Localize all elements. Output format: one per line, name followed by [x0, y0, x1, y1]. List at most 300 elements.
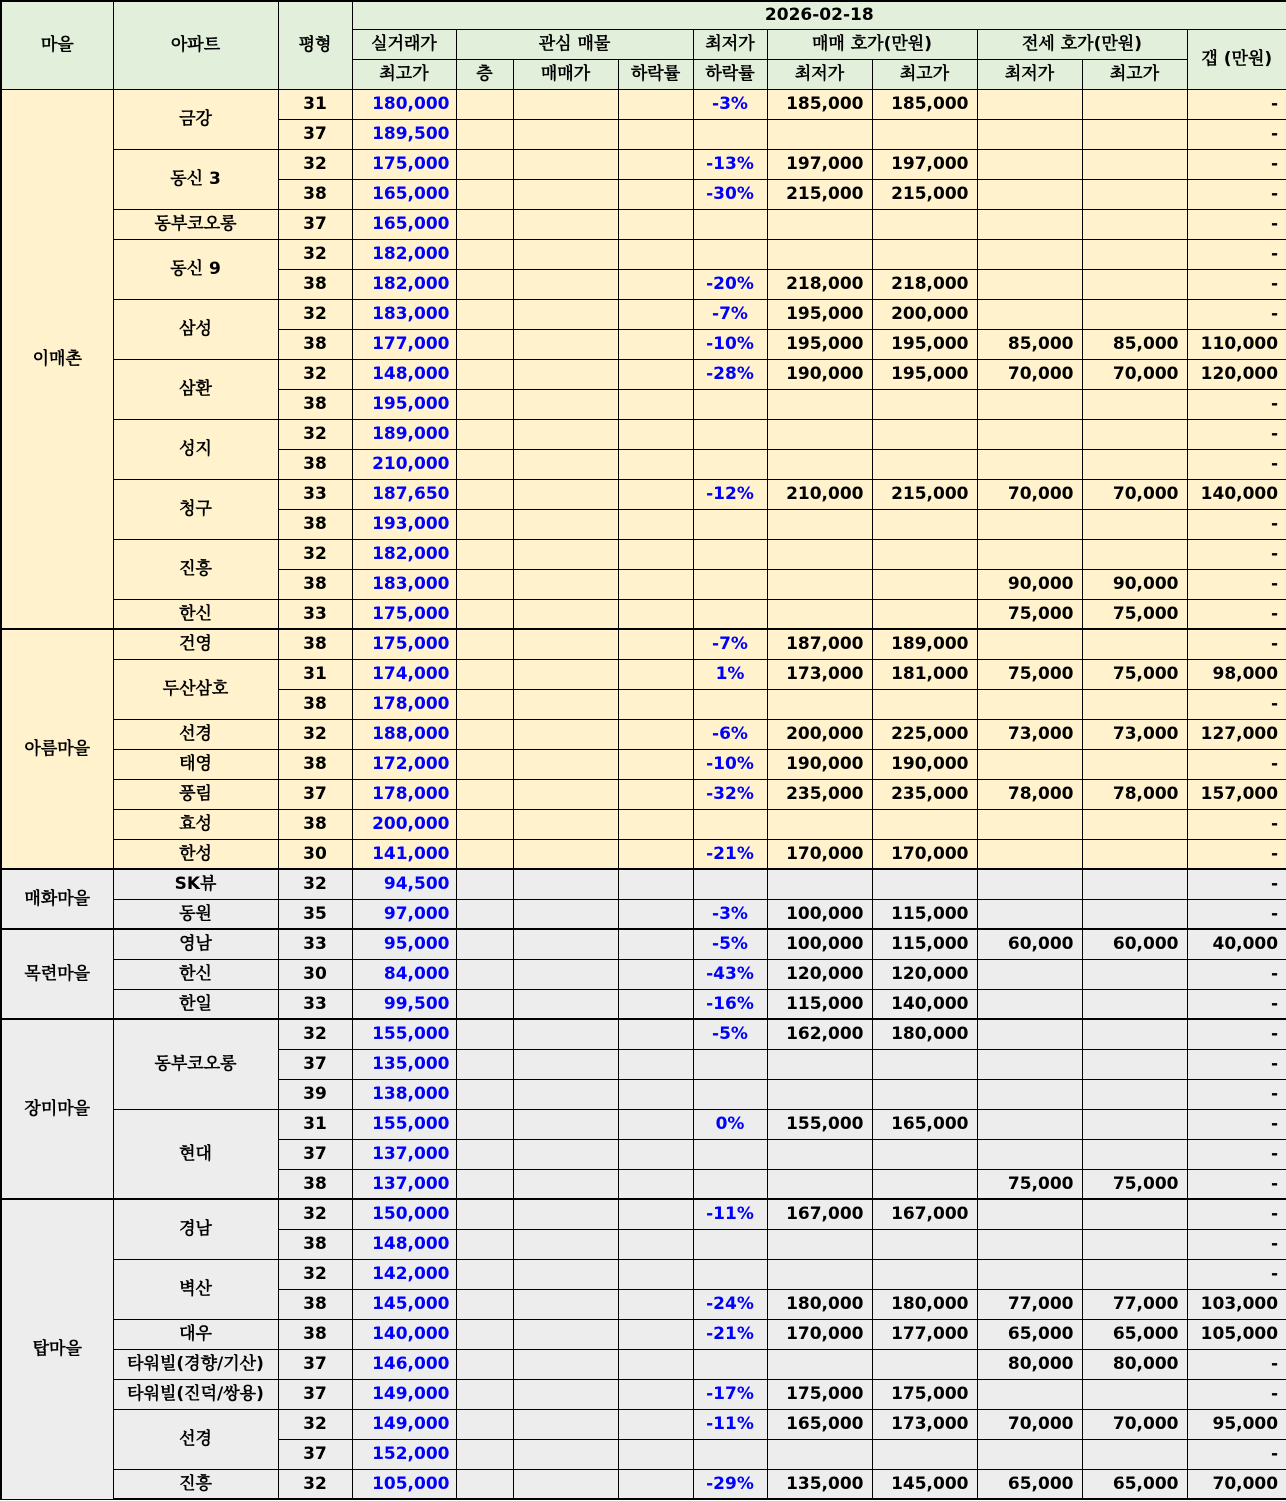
interest-price-cell — [513, 989, 618, 1019]
header-jeonse-low: 최저가 — [977, 59, 1082, 89]
size-cell: 38 — [278, 1319, 352, 1349]
interest-floor-cell — [456, 479, 513, 509]
gap-cell: - — [1187, 1079, 1286, 1109]
interest-floor-cell — [456, 959, 513, 989]
size-cell: 32 — [278, 1019, 352, 1049]
sale-low-cell: 167,000 — [767, 1199, 872, 1229]
jeonse-low-cell: 75,000 — [977, 659, 1082, 689]
actual-high-cell: 183,000 — [352, 569, 456, 599]
size-cell: 32 — [278, 299, 352, 329]
interest-price-cell — [513, 419, 618, 449]
size-cell: 38 — [278, 1169, 352, 1199]
gap-cell: 157,000 — [1187, 779, 1286, 809]
interest-price-cell — [513, 1079, 618, 1109]
jeonse-high-cell — [1082, 449, 1187, 479]
interest-drop-cell — [618, 269, 693, 299]
sale-low-cell: 173,000 — [767, 659, 872, 689]
table-row — [1, 1319, 1286, 1349]
size-cell: 33 — [278, 599, 352, 629]
jeonse-high-cell: 70,000 — [1082, 479, 1187, 509]
interest-price-cell — [513, 719, 618, 749]
interest-drop-cell — [618, 719, 693, 749]
size-cell: 32 — [278, 1409, 352, 1439]
header-interest-price: 매매가 — [513, 59, 618, 89]
sale-low-cell — [767, 689, 872, 719]
sale-low-cell: 218,000 — [767, 269, 872, 299]
jeonse-high-cell — [1082, 1049, 1187, 1079]
jeonse-high-cell — [1082, 689, 1187, 719]
interest-floor-cell — [456, 239, 513, 269]
interest-price-cell — [513, 779, 618, 809]
interest-floor-cell — [456, 989, 513, 1019]
jeonse-low-cell — [977, 89, 1082, 119]
gap-cell: 110,000 — [1187, 329, 1286, 359]
jeonse-high-cell — [1082, 269, 1187, 299]
size-cell: 38 — [278, 1229, 352, 1259]
sale-low-cell — [767, 569, 872, 599]
apartment-cell: 한신 — [113, 959, 278, 989]
interest-price-cell — [513, 449, 618, 479]
sale-high-cell: 140,000 — [872, 989, 977, 1019]
gap-cell: - — [1187, 749, 1286, 779]
apartment-cell: 선경 — [113, 1409, 278, 1469]
header-interest: 관심 매물 — [456, 29, 693, 59]
gap-cell: - — [1187, 389, 1286, 419]
interest-floor-cell — [456, 269, 513, 299]
jeonse-low-cell — [977, 899, 1082, 929]
actual-high-cell: 189,000 — [352, 419, 456, 449]
sale-low-cell — [767, 1349, 872, 1379]
interest-price-cell — [513, 599, 618, 629]
interest-floor-cell — [456, 569, 513, 599]
jeonse-low-cell — [977, 1229, 1082, 1259]
jeonse-high-cell: 70,000 — [1082, 359, 1187, 389]
size-cell: 31 — [278, 89, 352, 119]
actual-high-cell: 145,000 — [352, 1289, 456, 1319]
sale-high-cell: 190,000 — [872, 749, 977, 779]
interest-floor-cell — [456, 1349, 513, 1379]
table-row — [1, 89, 1286, 119]
apartment-cell: 동원 — [113, 899, 278, 929]
sale-high-cell: 167,000 — [872, 1199, 977, 1229]
gap-cell: - — [1187, 1259, 1286, 1289]
interest-price-cell — [513, 1289, 618, 1319]
interest-drop-cell — [618, 1169, 693, 1199]
size-cell: 38 — [278, 1289, 352, 1319]
lowest-drop-cell — [693, 509, 767, 539]
interest-drop-cell — [618, 479, 693, 509]
lowest-drop-cell — [693, 569, 767, 599]
actual-high-cell: 84,000 — [352, 959, 456, 989]
header-sale-low: 최저가 — [767, 59, 872, 89]
size-cell: 37 — [278, 209, 352, 239]
actual-high-cell: 142,000 — [352, 1259, 456, 1289]
interest-price-cell — [513, 1199, 618, 1229]
jeonse-low-cell — [977, 1019, 1082, 1049]
interest-floor-cell — [456, 179, 513, 209]
interest-price-cell — [513, 239, 618, 269]
sale-low-cell: 190,000 — [767, 749, 872, 779]
interest-floor-cell — [456, 89, 513, 119]
apartment-cell: 진흥 — [113, 539, 278, 599]
lowest-drop-cell: -21% — [693, 1319, 767, 1349]
sale-low-cell — [767, 509, 872, 539]
sale-low-cell: 235,000 — [767, 779, 872, 809]
table-row — [1, 419, 1286, 449]
interest-drop-cell — [618, 1079, 693, 1109]
lowest-drop-cell: -43% — [693, 959, 767, 989]
lowest-drop-cell — [693, 869, 767, 899]
actual-high-cell: 174,000 — [352, 659, 456, 689]
apartment-cell: 두산삼호 — [113, 659, 278, 719]
sale-high-cell: 165,000 — [872, 1109, 977, 1139]
interest-floor-cell — [456, 749, 513, 779]
village-cell: 이매촌 — [1, 89, 113, 629]
table-row — [1, 299, 1286, 329]
apartment-cell: SK뷰 — [113, 869, 278, 899]
size-cell: 37 — [278, 779, 352, 809]
size-cell: 39 — [278, 1079, 352, 1109]
jeonse-high-cell — [1082, 1019, 1187, 1049]
gap-cell: - — [1187, 89, 1286, 119]
header-floor: 층 — [456, 59, 513, 89]
interest-price-cell — [513, 1379, 618, 1409]
actual-high-cell: 188,000 — [352, 719, 456, 749]
village-cell: 목련마을 — [1, 929, 113, 1019]
sale-low-cell: 187,000 — [767, 629, 872, 659]
actual-high-cell: 183,000 — [352, 299, 456, 329]
table-body — [1, 89, 1286, 1499]
sale-low-cell: 190,000 — [767, 359, 872, 389]
actual-high-cell: 189,500 — [352, 119, 456, 149]
gap-cell: 95,000 — [1187, 1409, 1286, 1439]
table-row — [1, 809, 1286, 839]
sale-low-cell — [767, 419, 872, 449]
lowest-drop-cell: -30% — [693, 179, 767, 209]
lowest-drop-cell: -12% — [693, 479, 767, 509]
actual-high-cell: 140,000 — [352, 1319, 456, 1349]
interest-drop-cell — [618, 1469, 693, 1499]
jeonse-low-cell — [977, 989, 1082, 1019]
size-cell: 32 — [278, 149, 352, 179]
sale-low-cell: 120,000 — [767, 959, 872, 989]
interest-floor-cell — [456, 1259, 513, 1289]
interest-drop-cell — [618, 569, 693, 599]
gap-cell: - — [1187, 869, 1286, 899]
actual-high-cell: 150,000 — [352, 1199, 456, 1229]
apartment-cell: 한성 — [113, 839, 278, 869]
jeonse-low-cell — [977, 239, 1082, 269]
size-cell: 35 — [278, 899, 352, 929]
size-cell: 32 — [278, 419, 352, 449]
size-cell: 31 — [278, 1109, 352, 1139]
interest-price-cell — [513, 899, 618, 929]
interest-price-cell — [513, 1229, 618, 1259]
jeonse-high-cell: 73,000 — [1082, 719, 1187, 749]
interest-drop-cell — [618, 1319, 693, 1349]
size-cell: 38 — [278, 689, 352, 719]
interest-floor-cell — [456, 449, 513, 479]
jeonse-low-cell — [977, 119, 1082, 149]
interest-price-cell — [513, 119, 618, 149]
jeonse-high-cell — [1082, 299, 1187, 329]
actual-high-cell: 182,000 — [352, 539, 456, 569]
interest-drop-cell — [618, 449, 693, 479]
interest-drop-cell — [618, 359, 693, 389]
size-cell: 33 — [278, 989, 352, 1019]
jeonse-high-cell: 85,000 — [1082, 329, 1187, 359]
jeonse-low-cell — [977, 749, 1082, 779]
sale-high-cell: 197,000 — [872, 149, 977, 179]
table-row — [1, 1349, 1286, 1379]
interest-floor-cell — [456, 509, 513, 539]
interest-price-cell — [513, 389, 618, 419]
gap-cell: 98,000 — [1187, 659, 1286, 689]
jeonse-low-cell: 75,000 — [977, 599, 1082, 629]
size-cell: 32 — [278, 1469, 352, 1499]
actual-high-cell: 200,000 — [352, 809, 456, 839]
sale-high-cell: 173,000 — [872, 1409, 977, 1439]
interest-price-cell — [513, 209, 618, 239]
sale-high-cell — [872, 539, 977, 569]
interest-price-cell — [513, 929, 618, 959]
apartment-cell: 현대 — [113, 1109, 278, 1199]
village-cell: 탑마을 — [1, 1199, 113, 1499]
interest-floor-cell — [456, 1199, 513, 1229]
gap-cell: 103,000 — [1187, 1289, 1286, 1319]
size-cell: 38 — [278, 809, 352, 839]
jeonse-low-cell — [977, 839, 1082, 869]
jeonse-low-cell: 78,000 — [977, 779, 1082, 809]
table-row — [1, 839, 1286, 869]
size-cell: 37 — [278, 1439, 352, 1469]
interest-floor-cell — [456, 539, 513, 569]
jeonse-low-cell — [977, 809, 1082, 839]
actual-high-cell: 95,000 — [352, 929, 456, 959]
lowest-drop-cell — [693, 809, 767, 839]
jeonse-low-cell — [977, 1079, 1082, 1109]
actual-high-cell: 187,650 — [352, 479, 456, 509]
jeonse-low-cell — [977, 1199, 1082, 1229]
jeonse-high-cell — [1082, 389, 1187, 419]
jeonse-low-cell: 85,000 — [977, 329, 1082, 359]
interest-floor-cell — [456, 869, 513, 899]
gap-cell: - — [1187, 209, 1286, 239]
actual-high-cell: 148,000 — [352, 359, 456, 389]
interest-drop-cell — [618, 389, 693, 419]
jeonse-low-cell — [977, 1439, 1082, 1469]
gap-cell: 120,000 — [1187, 359, 1286, 389]
gap-cell: 105,000 — [1187, 1319, 1286, 1349]
actual-high-cell: 137,000 — [352, 1139, 456, 1169]
sale-low-cell — [767, 449, 872, 479]
interest-floor-cell — [456, 419, 513, 449]
size-cell: 30 — [278, 959, 352, 989]
size-cell: 38 — [278, 269, 352, 299]
apartment-cell: 성지 — [113, 419, 278, 479]
jeonse-high-cell: 65,000 — [1082, 1319, 1187, 1349]
size-cell: 38 — [278, 509, 352, 539]
jeonse-high-cell — [1082, 839, 1187, 869]
jeonse-low-cell — [977, 449, 1082, 479]
gap-cell: - — [1187, 839, 1286, 869]
gap-cell: - — [1187, 1379, 1286, 1409]
table-row — [1, 629, 1286, 659]
size-cell: 38 — [278, 329, 352, 359]
lowest-drop-cell: -7% — [693, 629, 767, 659]
actual-high-cell: 138,000 — [352, 1079, 456, 1109]
lowest-drop-cell: -16% — [693, 989, 767, 1019]
apartment-cell: 건영 — [113, 629, 278, 659]
jeonse-high-cell — [1082, 899, 1187, 929]
jeonse-high-cell — [1082, 179, 1187, 209]
jeonse-low-cell — [977, 1049, 1082, 1079]
lowest-drop-cell — [693, 689, 767, 719]
lowest-drop-cell — [693, 1229, 767, 1259]
actual-high-cell: 175,000 — [352, 629, 456, 659]
jeonse-low-cell — [977, 209, 1082, 239]
sale-low-cell — [767, 119, 872, 149]
sale-low-cell: 162,000 — [767, 1019, 872, 1049]
interest-drop-cell — [618, 1349, 693, 1379]
interest-drop-cell — [618, 959, 693, 989]
header-date: 2026-02-18 — [352, 1, 1286, 29]
jeonse-low-cell — [977, 509, 1082, 539]
apartment-cell: 삼성 — [113, 299, 278, 359]
apartment-cell: 동신 9 — [113, 239, 278, 299]
sale-low-cell: 175,000 — [767, 1379, 872, 1409]
sale-low-cell — [767, 389, 872, 419]
size-cell: 38 — [278, 749, 352, 779]
sale-low-cell: 197,000 — [767, 149, 872, 179]
interest-drop-cell — [618, 1289, 693, 1319]
interest-floor-cell — [456, 629, 513, 659]
interest-drop-cell — [618, 509, 693, 539]
gap-cell: - — [1187, 899, 1286, 929]
sale-low-cell — [767, 209, 872, 239]
lowest-drop-cell: -3% — [693, 899, 767, 929]
lowest-drop-cell — [693, 1439, 767, 1469]
jeonse-high-cell — [1082, 539, 1187, 569]
interest-drop-cell — [618, 179, 693, 209]
lowest-drop-cell: -29% — [693, 1469, 767, 1499]
interest-floor-cell — [456, 209, 513, 239]
lowest-drop-cell — [693, 209, 767, 239]
sale-high-cell: 200,000 — [872, 299, 977, 329]
jeonse-high-cell — [1082, 1229, 1187, 1259]
jeonse-low-cell — [977, 539, 1082, 569]
sale-high-cell: 218,000 — [872, 269, 977, 299]
gap-cell: - — [1187, 149, 1286, 179]
gap-cell: - — [1187, 809, 1286, 839]
lowest-drop-cell: -5% — [693, 1019, 767, 1049]
interest-drop-cell — [618, 899, 693, 929]
interest-drop-cell — [618, 1049, 693, 1079]
jeonse-low-cell — [977, 389, 1082, 419]
jeonse-high-cell — [1082, 1439, 1187, 1469]
sale-low-cell: 195,000 — [767, 299, 872, 329]
gap-cell: - — [1187, 629, 1286, 659]
header-sale-ask: 매매 호가(만원) — [767, 29, 977, 59]
table-row — [1, 959, 1286, 989]
interest-drop-cell — [618, 749, 693, 779]
gap-cell: - — [1187, 119, 1286, 149]
sale-high-cell: 189,000 — [872, 629, 977, 659]
apartment-cell: 효성 — [113, 809, 278, 839]
sale-high-cell — [872, 1079, 977, 1109]
interest-price-cell — [513, 809, 618, 839]
interest-drop-cell — [618, 629, 693, 659]
interest-price-cell — [513, 1469, 618, 1499]
lowest-drop-cell: -10% — [693, 749, 767, 779]
sale-low-cell — [767, 539, 872, 569]
size-cell: 32 — [278, 719, 352, 749]
interest-drop-cell — [618, 1379, 693, 1409]
sale-high-cell — [872, 1169, 977, 1199]
apartment-cell: 금강 — [113, 89, 278, 149]
interest-price-cell — [513, 1319, 618, 1349]
size-cell: 31 — [278, 659, 352, 689]
interest-price-cell — [513, 179, 618, 209]
interest-price-cell — [513, 689, 618, 719]
lowest-drop-cell: -7% — [693, 299, 767, 329]
size-cell: 38 — [278, 629, 352, 659]
interest-price-cell — [513, 629, 618, 659]
actual-high-cell: 180,000 — [352, 89, 456, 119]
interest-drop-cell — [618, 659, 693, 689]
sale-high-cell — [872, 869, 977, 899]
table-row — [1, 899, 1286, 929]
interest-drop-cell — [618, 329, 693, 359]
lowest-drop-cell: -28% — [693, 359, 767, 389]
table-row — [1, 659, 1286, 689]
gap-cell: - — [1187, 1169, 1286, 1199]
jeonse-low-cell: 70,000 — [977, 359, 1082, 389]
interest-price-cell — [513, 839, 618, 869]
table-row — [1, 719, 1286, 749]
gap-cell: - — [1187, 179, 1286, 209]
interest-floor-cell — [456, 599, 513, 629]
jeonse-high-cell — [1082, 629, 1187, 659]
sale-low-cell: 200,000 — [767, 719, 872, 749]
sale-high-cell: 120,000 — [872, 959, 977, 989]
sale-high-cell: 235,000 — [872, 779, 977, 809]
jeonse-high-cell — [1082, 989, 1187, 1019]
gap-cell: - — [1187, 689, 1286, 719]
sale-high-cell: 145,000 — [872, 1469, 977, 1499]
header-apartment: 아파트 — [113, 1, 278, 89]
interest-floor-cell — [456, 149, 513, 179]
actual-high-cell: 97,000 — [352, 899, 456, 929]
apartment-cell: 선경 — [113, 719, 278, 749]
header-jeonse-ask: 전세 호가(만원) — [977, 29, 1187, 59]
header-interest-drop: 하락률 — [618, 59, 693, 89]
sale-low-cell: 180,000 — [767, 1289, 872, 1319]
table-row — [1, 869, 1286, 899]
gap-cell: - — [1187, 989, 1286, 1019]
lowest-drop-cell: -32% — [693, 779, 767, 809]
jeonse-high-cell — [1082, 809, 1187, 839]
interest-price-cell — [513, 359, 618, 389]
actual-high-cell: 178,000 — [352, 689, 456, 719]
interest-floor-cell — [456, 1379, 513, 1409]
jeonse-low-cell: 80,000 — [977, 1349, 1082, 1379]
sale-low-cell — [767, 1259, 872, 1289]
gap-cell: - — [1187, 1199, 1286, 1229]
table-row — [1, 239, 1286, 269]
sale-high-cell: 185,000 — [872, 89, 977, 119]
sale-high-cell: 181,000 — [872, 659, 977, 689]
